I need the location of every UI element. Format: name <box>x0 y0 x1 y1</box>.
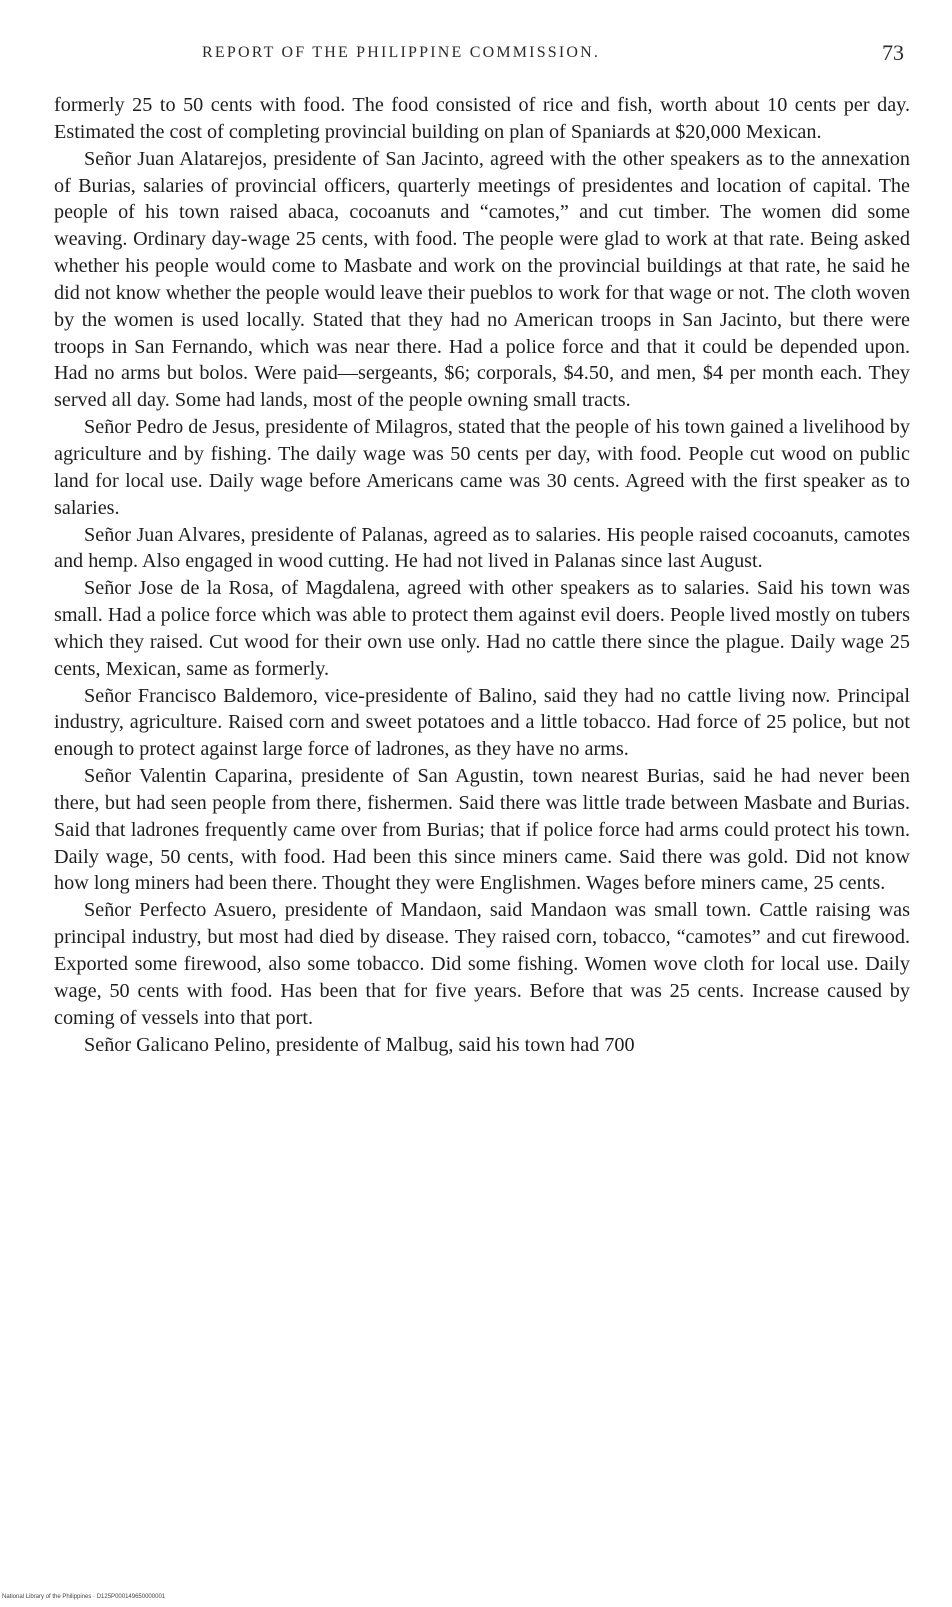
running-head: REPORT OF THE PHILIPPINE COMMISSION. <box>202 44 601 61</box>
scan-credit: National Library of the Philippines · D125P000149650000001 <box>2 1594 166 1600</box>
paragraph-de-jesus: Señor Pedro de Jesus, presidente of Milagros, stated that the people of his town gained a livelihood by agriculture and by fishing. The daily wage was 50 cents per day, with food. People cut wood on public land for local use. Daily wage before Americans came was 30 cents. Agreed with the first speaker as to salaries. <box>54 416 910 519</box>
paragraph-alatarejos: Señor Juan Alatarejos, presidente of San Jacinto, agreed with the other speakers as to the annexation of Burias, salaries of provincial officers, quarterly meetings of presidentes and location of capital. The people of his town raised abaca, cocoanuts and “camotes,” and cut timber. The women did some weaving. Ordinary day-wage 25 cents, with food. The people were glad to work at that rate. Being asked whether his people would come to Masbate and work on the provincial buildings at that rate, he said he did not know whether the people would leave their pueblos to work for that wage or not. The cloth woven by the women is used locally. Stated that they had no American troops in San Jacinto, but there were troops in San Fernando, which was near there. Had a police force and that it could be depended upon. Had no arms but bolos. Were paid—sergeants, $6; corporals, $4.50, and men, $4 per month each. They served all day. Some had lands, most of the people owning small tracts. <box>54 147 910 412</box>
paragraph-asuero: Señor Perfecto Asuero, presidente of Mandaon, said Mandaon was small town. Cattle raising was principal industry, but most had died by disease. They raised corn, tobacco, “camotes” and cut firewood. Exported some firewood, also some tobacco. Did some fishing. Women wove cloth for local use. Daily wage, 50 cents with food. Has been that for five years. Before that was 25 cents. Increase caused by coming of vessels into that port. <box>54 899 910 1029</box>
page-number: 73 <box>882 40 904 65</box>
paragraph-alvares: Señor Juan Alvares, presidente of Palanas, agreed as to salaries. His people raised cocoanuts, camotes and hemp. Also engaged in wood cutting. He had not lived in Palanas since last August. <box>54 523 910 573</box>
page-header <box>62 40 904 74</box>
body-text <box>54 92 910 1058</box>
paragraph-de-la-rosa: Señor Jose de la Rosa, of Magdalena, agreed with other speakers as to salaries. Said his town was small. Had a police force which was able to protect them against evil doers. People lived mostly on tubers which they raised. Cut wood for their own use only. Had no cattle there since the plague. Daily wage 25 cents, Mexican, same as formerly. <box>54 577 910 680</box>
paragraph-pelino: Señor Galicano Pelino, presidente of Malbug, said his town had 700 <box>84 1033 635 1056</box>
paragraph-continuation: formerly 25 to 50 cents with food. The food consisted of rice and fish, worth about 10 cents per day. Estimated the cost of completing provincial building on plan of Spaniards at $20,000 Mexican. <box>54 94 910 143</box>
paragraph-caparina: Señor Valentin Caparina, presidente of San Agustin, town nearest Burias, said he had never been there, but had seen people from there, fishermen. Said there was little trade between Masbate and Burias. Said that ladrones frequently came over from Burias; that if police force had arms could protect his town. Daily wage, 50 cents, with food. Had been this since miners came. Said there was gold. Did not know how long miners had been there. Thought they were Englishmen. Wages before miners came, 25 cents. <box>54 765 910 895</box>
paragraph-baldemoro: Señor Francisco Baldemoro, vice-presidente of Balino, said they had no cattle living now. Principal industry, agriculture. Raised corn and sweet potatoes and a little tobacco. Had force of 25 police, but not enough to protect against large force of ladrones, as they have no arms. <box>54 684 910 761</box>
